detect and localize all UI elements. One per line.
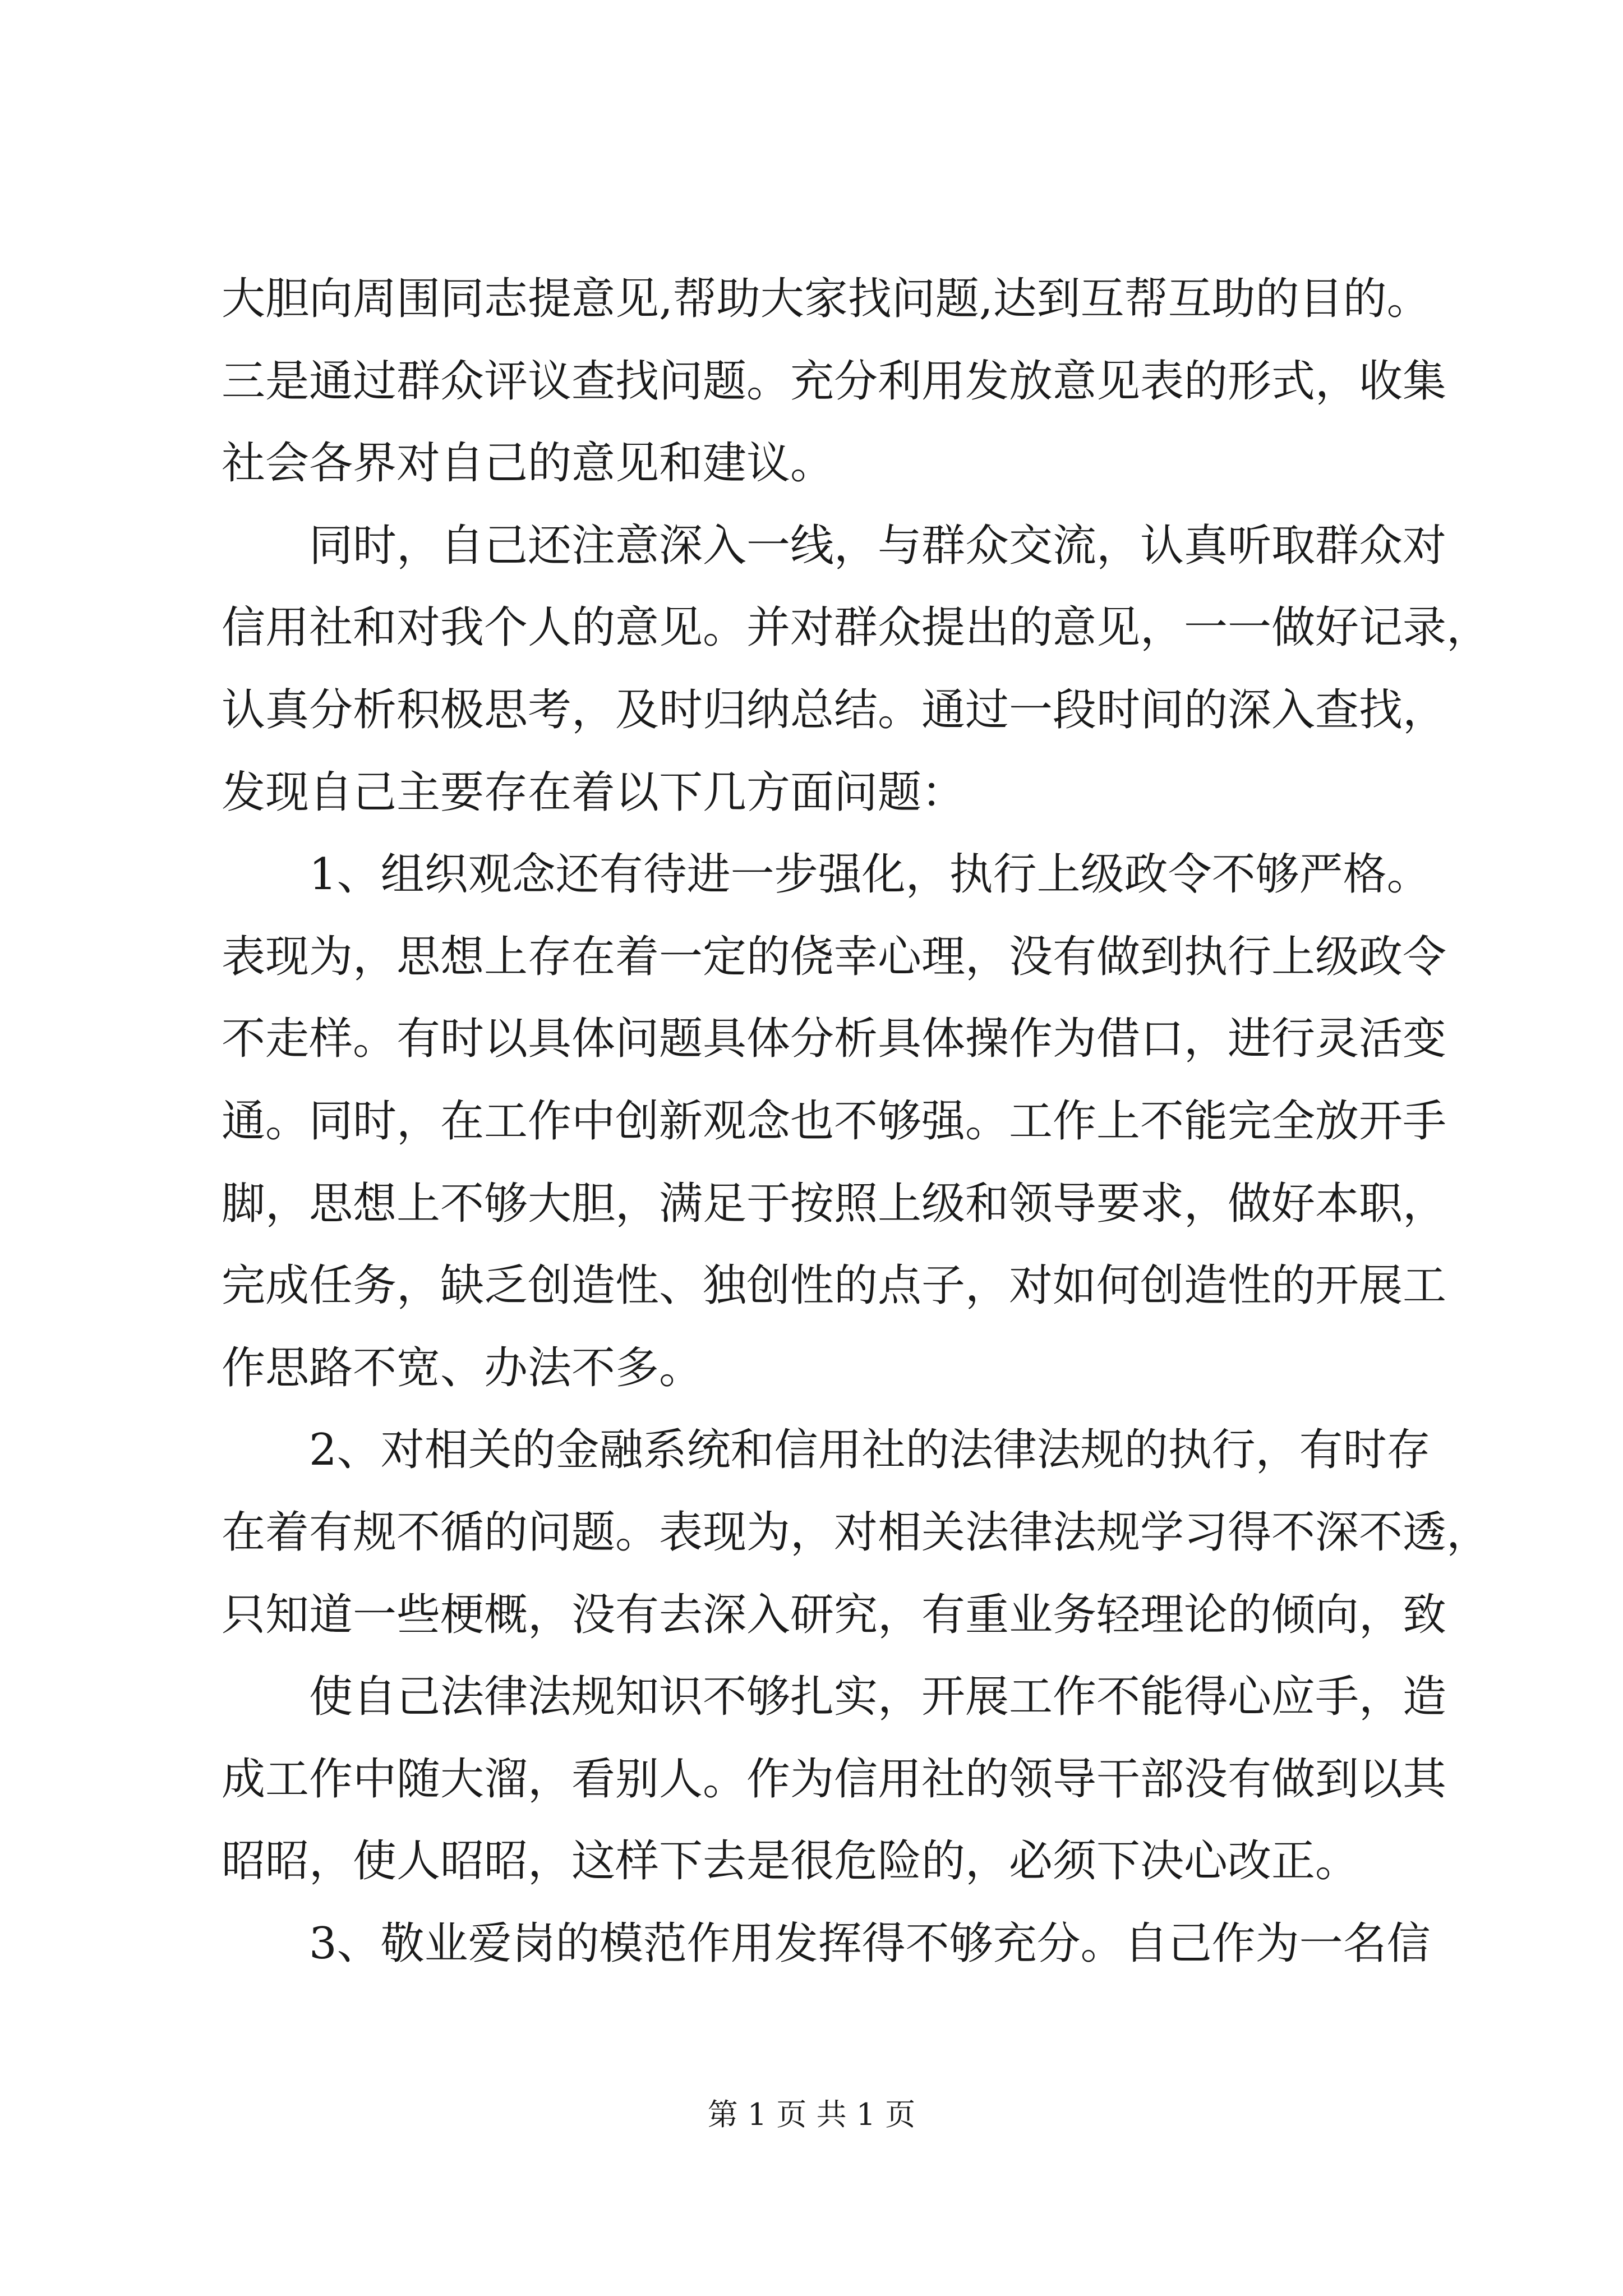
text-line: 脚，思想上不够大胆，满足于按照上级和领导要求，做好本职，: [222, 1178, 1447, 1229]
text-line: 2、对相关的金融系统和信用社的法律法规的执行，有时存: [309, 1425, 1431, 1476]
text-line: 作思路不宽、办法不多。: [222, 1342, 703, 1393]
page-footer: 第 1 页 共 1 页: [707, 2097, 916, 2132]
text-line: 大胆向周围同志提意见,帮助大家找问题,达到互帮互助的目的。: [222, 274, 1431, 324]
text-line: 同时，自己还注意深入一线，与群众交流，认真听取群众对: [309, 520, 1447, 571]
text-line: 社会各界对自己的意见和建议。: [222, 438, 834, 489]
text-line: 信用社和对我个人的意见。并对群众提出的意见，一一做好记录，: [222, 602, 1491, 654]
text-line: 表现为，思想上存在着一定的侥幸心理，没有做到执行上级政令: [222, 931, 1447, 982]
text-line: 不走样。有时以具体问题具体分析具体操作为借口，进行灵活变: [222, 1014, 1447, 1065]
text-line: 1、组织观念还有待进一步强化，执行上级政令不够严格。: [309, 849, 1431, 900]
text-line: 完成任务，缺乏创造性、独创性的点子，对如何创造性的开展工: [222, 1260, 1447, 1312]
text-line: 使自己法律法规知识不够扎实，开展工作不能得心应手，造: [309, 1672, 1447, 1723]
text-line: 在着有规不循的问题。表现为，对相关法律法规学习得不深不透，: [222, 1507, 1491, 1558]
document-body: [222, 258, 1491, 1985]
text-line: 通。同时，在工作中创新观念也不够强。工作上不能完全放开手: [222, 1096, 1447, 1147]
text-line: 成工作中随大溜，看别人。作为信用社的领导干部没有做到以其: [222, 1754, 1447, 1805]
text-line: 只知道一些梗概，没有去深入研究，有重业务轻理论的倾向，致: [222, 1589, 1447, 1640]
text-line: 发现自己主要存在着以下几方面问题：: [222, 767, 966, 818]
text-line: 认真分析积极思考，及时归纳总结。通过一段时间的深入查找，: [222, 684, 1447, 735]
text-line: 三是通过群众评议查找问题。充分利用发放意见表的形式，收集: [222, 356, 1447, 407]
text-line: 昭昭，使人昭昭，这样下去是很危险的，必须下决心改正。: [222, 1836, 1359, 1887]
text-line: 3、敬业爱岗的模范作用发挥得不够充分。自己作为一名信: [309, 1918, 1431, 1969]
